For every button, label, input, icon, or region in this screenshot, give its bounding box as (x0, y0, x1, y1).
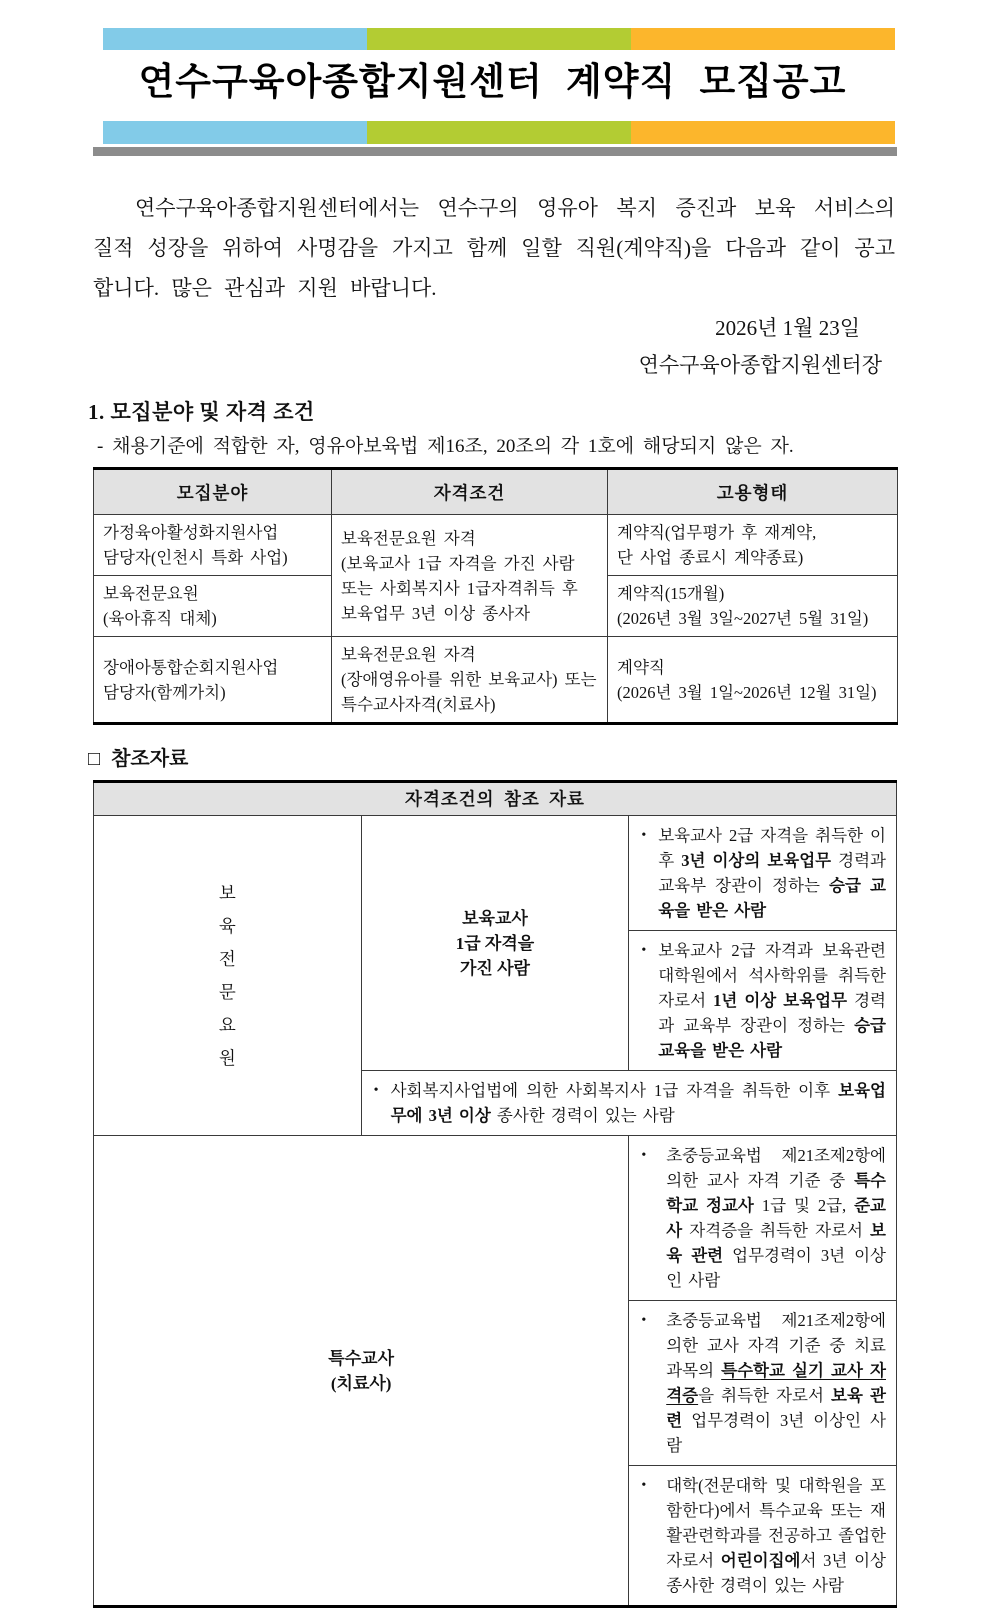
table-row (94, 637, 898, 724)
bullet-icon: • (641, 1313, 647, 1328)
signature-block (0, 310, 882, 384)
bullet-icon: • (641, 1478, 647, 1493)
bullet-icon: • (641, 943, 647, 958)
bullet-item (641, 938, 886, 1063)
table-row (94, 1136, 897, 1301)
decorative-bar-middle (103, 121, 895, 144)
intro-paragraph (93, 188, 895, 308)
reference-table (93, 780, 897, 1608)
column-header-employment: 고용형태 (608, 469, 898, 515)
bullet-text: 초중등교육법 제21조제2항에 의한 교사 자격 기준 중 특수학교 정교사 1급 및 2급, 준교사 자격증을 취득한 자로서 보육 관련 업무경력이 3년 이상인 사람 (666, 1146, 886, 1290)
qualification-cell (629, 1301, 897, 1466)
reference-table-title-row (94, 782, 897, 816)
table-row (94, 816, 897, 931)
qualification-cell (629, 1136, 897, 1301)
bullet-text: 사회복지사업법에 의한 사회복지사 1급 자격을 취득한 이후 보육업무에 3년 이상 종사한 경력이 있는 사람 (390, 1081, 886, 1125)
bullet-icon: • (641, 828, 647, 843)
section1-heading: 1. 모집분야 및 자격 조건 (88, 400, 315, 424)
bullet-icon: • (373, 1083, 379, 1098)
bullet-text: 보육교사 2급 자격과 보육관련 대학원에서 석사학위를 취득한 자로서 1년 이상 보육업무 경력과 교육부 장관이 정하는 승급 교육을 받은 사람 (658, 941, 886, 1060)
bar-segment-green (367, 121, 631, 144)
reference-table-title: 자격조건의 참조 자료 (94, 782, 897, 816)
bullet-item (374, 1078, 886, 1128)
cell-employment-1: 계약직(업무평가 후 재계약, 단 사업 종료시 계약종료) (608, 515, 898, 576)
announcement-date: 2026년 1월 23일 (715, 316, 860, 340)
bullet-icon: • (641, 1148, 647, 1163)
decorative-bar-gray (93, 147, 897, 156)
bar-segment-orange (631, 28, 895, 50)
bullet-item (641, 1473, 886, 1598)
qualification-cell (361, 1071, 896, 1136)
intro-line: 연수구육아종합지원센터에서는 연수구의 영유아 복지 증진과 보육 서비스의 (135, 196, 895, 220)
qualification-cell (629, 816, 897, 931)
bar-segment-blue (103, 121, 367, 144)
reference-heading: □ 참조자료 (88, 748, 189, 770)
cell-employment-3: 계약직 (2026년 3월 1일~2026년 12월 31일) (608, 637, 898, 724)
table-row (94, 515, 898, 576)
qualification-cell (629, 1466, 897, 1607)
cell-employment-2: 계약직(15개월) (2026년 3월 3일~2027년 5월 31일) (608, 576, 898, 637)
announcer-title: 연수구육아종합지원센터장 (638, 353, 882, 377)
decorative-bar-top (103, 28, 895, 50)
cell-field-1: 가정육아활성화지원사업 담당자(인천시 특화 사업) (94, 515, 332, 576)
bar-segment-orange (631, 121, 895, 144)
vertical-label: 보육전문요원 (218, 882, 236, 1068)
bar-segment-blue (103, 28, 367, 50)
sub-label-grade1-teacher: 보육교사 1급 자격을 가진 사람 (361, 816, 629, 1071)
bullet-item (641, 1308, 886, 1458)
table-header-row (94, 469, 898, 515)
bullet-text: 보육교사 2급 자격을 취득한 이후 3년 이상의 보육업무 경력과 교육부 장관이 정하는 승급 교육을 받은 사람 (658, 826, 886, 920)
group-label-childcare-specialist (94, 816, 362, 1136)
column-header-field: 모집분야 (94, 469, 332, 515)
intro-line: 질적 성장을 위하여 사명감을 가지고 함께 일할 직원(계약직)을 다음과 같이 공고 (93, 236, 895, 260)
bullet-item (641, 823, 886, 923)
intro-line: 합니다. 많은 관심과 지원 바랍니다. (93, 276, 437, 300)
group-label-special-teacher: 특수교사 (치료사) (94, 1136, 629, 1607)
section1-note: - 채용기준에 적합한 자, 영유아보육법 제16조, 20조의 각 1호에 해당되지 않은 자. (97, 436, 794, 457)
cell-qualification-1-2: 보육전문요원 자격 (보육교사 1급 자격을 가진 사람 또는 사회복지사 1급자격취득 후 보육업무 3년 이상 종사자 (332, 515, 608, 637)
cell-field-2: 보육전문요원 (육아휴직 대체) (94, 576, 332, 637)
bullet-text: 초중등교육법 제21조제2항에 의한 교사 자격 기준 중 치료과목의 특수학교 실기 교사 자격증을 취득한 자로서 보육 관련 업무경력이 3년 이상인 사람 (666, 1311, 886, 1455)
cell-field-3: 장애아통합순회지원사업 담당자(함께가치) (94, 637, 332, 724)
column-header-qualification: 자격조건 (332, 469, 608, 515)
cell-qualification-3: 보육전문요원 자격 (장애영유아를 위한 보육교사) 또는 특수교사자격(치료사) (332, 637, 608, 724)
bullet-item (641, 1143, 886, 1293)
bar-segment-green (367, 28, 631, 50)
recruitment-table (93, 467, 898, 725)
qualification-cell (629, 931, 897, 1071)
bullet-text: 대학(전문대학 및 대학원을 포함한다)에서 특수교육 또는 재활관련학과를 전공하고 졸업한 자로서 어린이집에서 3년 이상 종사한 경력이 있는 사람 (666, 1476, 886, 1595)
document-page (0, 28, 985, 1595)
page-title: 연수구육아종합지원센터 계약직 모집공고 (138, 62, 847, 103)
